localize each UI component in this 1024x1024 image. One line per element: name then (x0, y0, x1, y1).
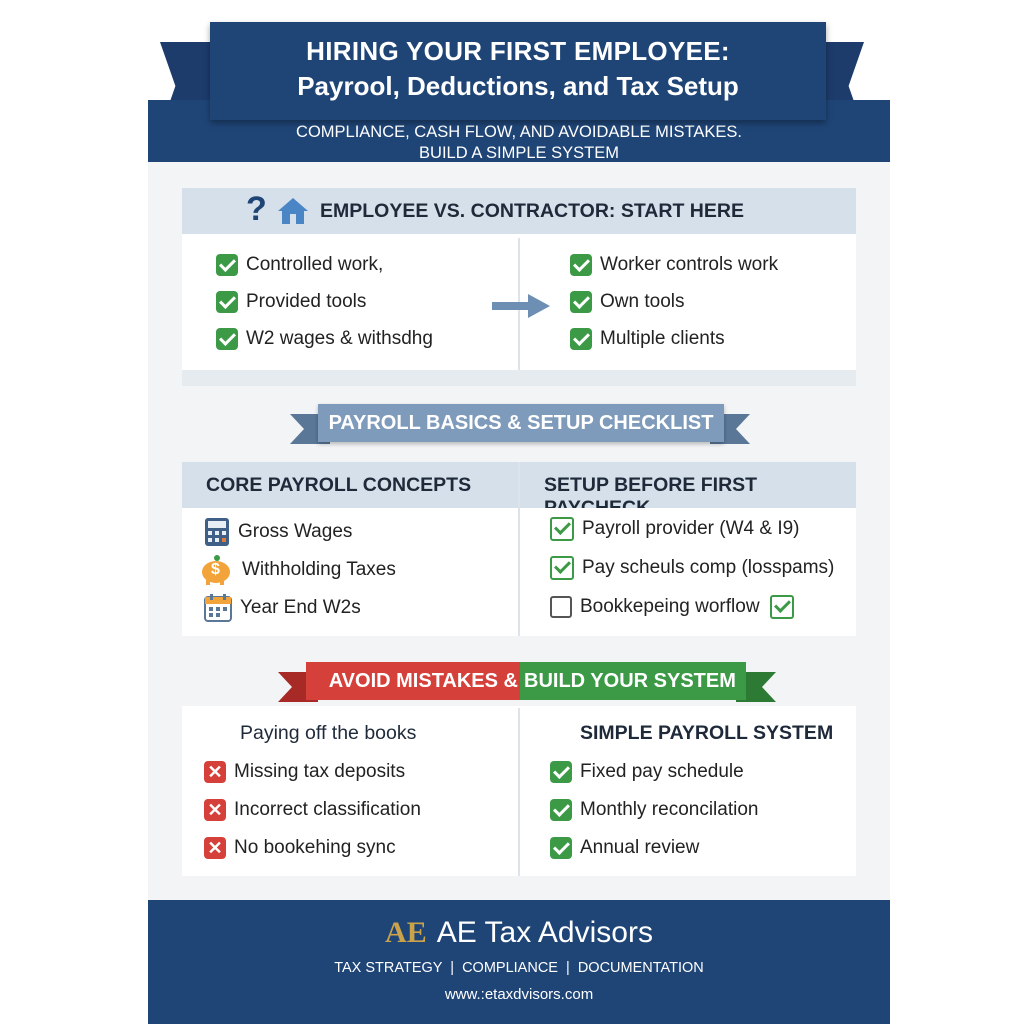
setup-checklist-item: Payroll provider (W4 & I9) (550, 517, 800, 541)
logo-mark: AE (385, 916, 427, 949)
list-item: W2 wages & withsdhg (216, 328, 433, 350)
check-icon (570, 254, 592, 276)
tagline: TAX STRATEGY | COMPLIANCE | DOCUMENTATION (334, 960, 704, 976)
check-icon (550, 761, 572, 783)
check-icon (550, 799, 572, 821)
section-strip (182, 370, 856, 386)
website-link[interactable]: www.:etaxdvisors.com (444, 986, 594, 1003)
setup-checklist-item: Pay scheuls comp (losspams) (550, 556, 834, 580)
x-icon: ✕ (204, 799, 226, 821)
subtitle-line-2: BUILD A SIMPLE SYSTEM (419, 144, 619, 162)
system-item: Fixed pay schedule (550, 761, 744, 783)
setup-before-paycheck-title: SETUP BEFORE FIRST (544, 474, 758, 496)
list-item: Own tools (570, 291, 684, 313)
arrow-right-icon (492, 292, 552, 320)
check-icon (570, 328, 592, 350)
concept-item: Year End W2s (204, 594, 361, 622)
x-icon: ✕ (204, 761, 226, 783)
mistake-item: ✕ No bookehing sync (204, 837, 396, 859)
brand-name: AE Tax Advisors (436, 916, 653, 949)
section-title: EMPLOYEE VS. CONTRACTOR: START HERE (320, 200, 744, 222)
x-icon: ✕ (204, 837, 226, 859)
calendar-icon (204, 594, 232, 622)
subtitle-line-1: COMPLIANCE, CASH FLOW, AND AVOIDABLE MISTAKES. (296, 123, 742, 141)
build-system-ribbon: BUILD YOUR SYSTEM (520, 662, 746, 700)
column-divider (518, 462, 520, 636)
list-item: Worker controls work (570, 254, 778, 276)
page-title-line-2: Payrool, Deductions, and Tax Setup (297, 71, 739, 101)
piggy-bank-icon: $ (200, 555, 234, 585)
calculator-icon (204, 517, 230, 547)
house-icon (276, 196, 310, 226)
empty-checkbox-icon (550, 596, 572, 618)
check-icon (216, 254, 238, 276)
list-item: Multiple clients (570, 328, 725, 350)
section-employee-vs-contractor-header (182, 188, 856, 234)
list-item: Provided tools (216, 291, 366, 313)
mistake-item: ✕ Incorrect classification (204, 799, 421, 821)
checked-box-icon (770, 595, 794, 619)
system-item: Annual review (550, 837, 699, 859)
list-item: Controlled work, (216, 254, 383, 276)
check-icon (570, 291, 592, 313)
footer (148, 900, 890, 1024)
core-payroll-concepts-title: CORE PAYROLL CONCEPTS (206, 474, 472, 496)
checked-box-icon (550, 556, 574, 580)
mistakes-title: Paying off the books (240, 722, 417, 744)
payroll-basics-ribbon: PAYROLL BASICS & SETUP CHECKLIST (318, 404, 724, 442)
question-mark-icon: ? (246, 190, 267, 228)
avoid-mistakes-ribbon: AVOID MISTAKES & (306, 662, 520, 700)
system-item: Monthly reconcilation (550, 799, 758, 821)
setup-checklist-item: Bookkepeing worflow (550, 595, 794, 619)
concept-item: Gross Wages (204, 517, 352, 547)
check-icon (550, 837, 572, 859)
header-banner (210, 22, 826, 120)
concept-item: $ Withholding Taxes (200, 555, 396, 585)
column-divider (518, 708, 520, 876)
simple-payroll-system-title: SIMPLE PAYROLL SYSTEM (580, 722, 834, 744)
check-icon (216, 328, 238, 350)
mistake-item: ✕ Missing tax deposits (204, 761, 405, 783)
check-icon (216, 291, 238, 313)
page-title: HIRING YOUR FIRST EMPLOYEE: (306, 36, 730, 66)
checked-box-icon (550, 517, 574, 541)
